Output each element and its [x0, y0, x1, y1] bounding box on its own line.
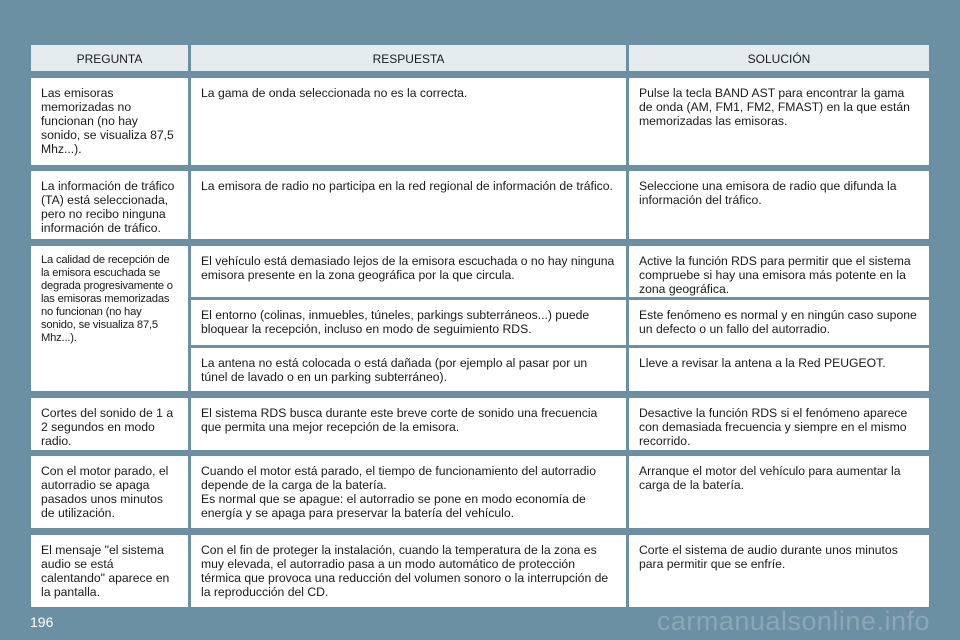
- solution-cell: Este fenómeno es normal y en ningún caso supone un defecto o un fallo del autorradio.: [629, 300, 929, 345]
- header-solution: SOLUCIÓN: [629, 45, 929, 71]
- header-question: PREGUNTA: [31, 45, 188, 71]
- page-number: 196: [30, 614, 54, 630]
- question-cell: Cortes del sonido de 1 a 2 segundos en modo radio.: [31, 398, 188, 450]
- answer-cell: La emisora de radio no participa en la red regional de información de tráfico.: [191, 171, 626, 239]
- question-cell: El mensaje "el sistema audio se está calentando" aparece en la pantalla.: [31, 535, 188, 607]
- solution-cell: Seleccione una emisora de radio que difunda la información del tráfico.: [629, 171, 929, 239]
- answer-cell: [191, 456, 626, 528]
- question-cell: Con el motor parado, el autorradio se apaga pasados unos minutos de utilización.: [31, 456, 188, 528]
- header-answer: RESPUESTA: [191, 45, 626, 71]
- question-cell: Las emisoras memorizadas no funcionan (no hay sonido, se visualiza 87,5 Mhz...).: [31, 78, 188, 165]
- watermark: carmanualsonline.info: [656, 606, 930, 636]
- answer-cell: Con el fin de proteger la instalación, cuando la temperatura de la zona es muy elevada, el autorradio pasa a un modo automático de protección térmica que provoca una reducción del volumen sonoro o la interrupción de la reproducción del CD.: [191, 535, 626, 607]
- solution-cell: Arranque el motor del vehículo para aumentar la carga de la batería.: [629, 456, 929, 528]
- answer-cell: El vehículo está demasiado lejos de la emisora escuchada o no hay ninguna emisora presente en la zona geográfica por la que circula.: [191, 246, 626, 297]
- answer-text-extra: Es normal que se apague: el autorradio se pone en modo economía de energía y se apaga para preservar la batería del vehículo.: [201, 492, 586, 520]
- answer-text: Cuando el motor está parado, el tiempo de funcionamiento del autorradio depende de la carga de la batería.: [201, 464, 596, 492]
- answer-cell: La antena no está colocada o está dañada (por ejemplo al pasar por un túnel de lavado o en un parking subterráneo).: [191, 348, 626, 391]
- question-cell: La información de tráfico (TA) está seleccionada, pero no recibo ninguna información de tráfico.: [31, 171, 188, 239]
- answer-cell: El entorno (colinas, inmuebles, túneles, parkings subterráneos...) puede bloquear la recepción, incluso en modo de seguimiento RDS.: [191, 300, 626, 345]
- solution-cell: Active la función RDS para permitir que el sistema compruebe si hay una emisora más potente en la zona geográfica.: [629, 246, 929, 297]
- answer-cell: El sistema RDS busca durante este breve corte de sonido una frecuencia que permita una mejor recepción de la emisora.: [191, 398, 626, 450]
- question-cell: La calidad de recepción de la emisora escuchada se degrada progresivamente o las emisoras memorizadas no funcionan (no hay sonido, se visualiza 87,5 Mhz...).: [31, 246, 188, 391]
- solution-cell: Pulse la tecla BAND AST para encontrar la gama de onda (AM, FM1, FM2, FMAST) en la que están memorizadas las emisoras.: [629, 78, 929, 165]
- solution-cell: Lleve a revisar la antena a la Red PEUGEOT.: [629, 348, 929, 391]
- solution-cell: Corte el sistema de audio durante unos minutos para permitir que se enfríe.: [629, 535, 929, 607]
- solution-cell: Desactive la función RDS si el fenómeno aparece con demasiada frecuencia y siempre en el mismo recorrido.: [629, 398, 929, 450]
- answer-cell: La gama de onda seleccionada no es la correcta.: [191, 78, 626, 165]
